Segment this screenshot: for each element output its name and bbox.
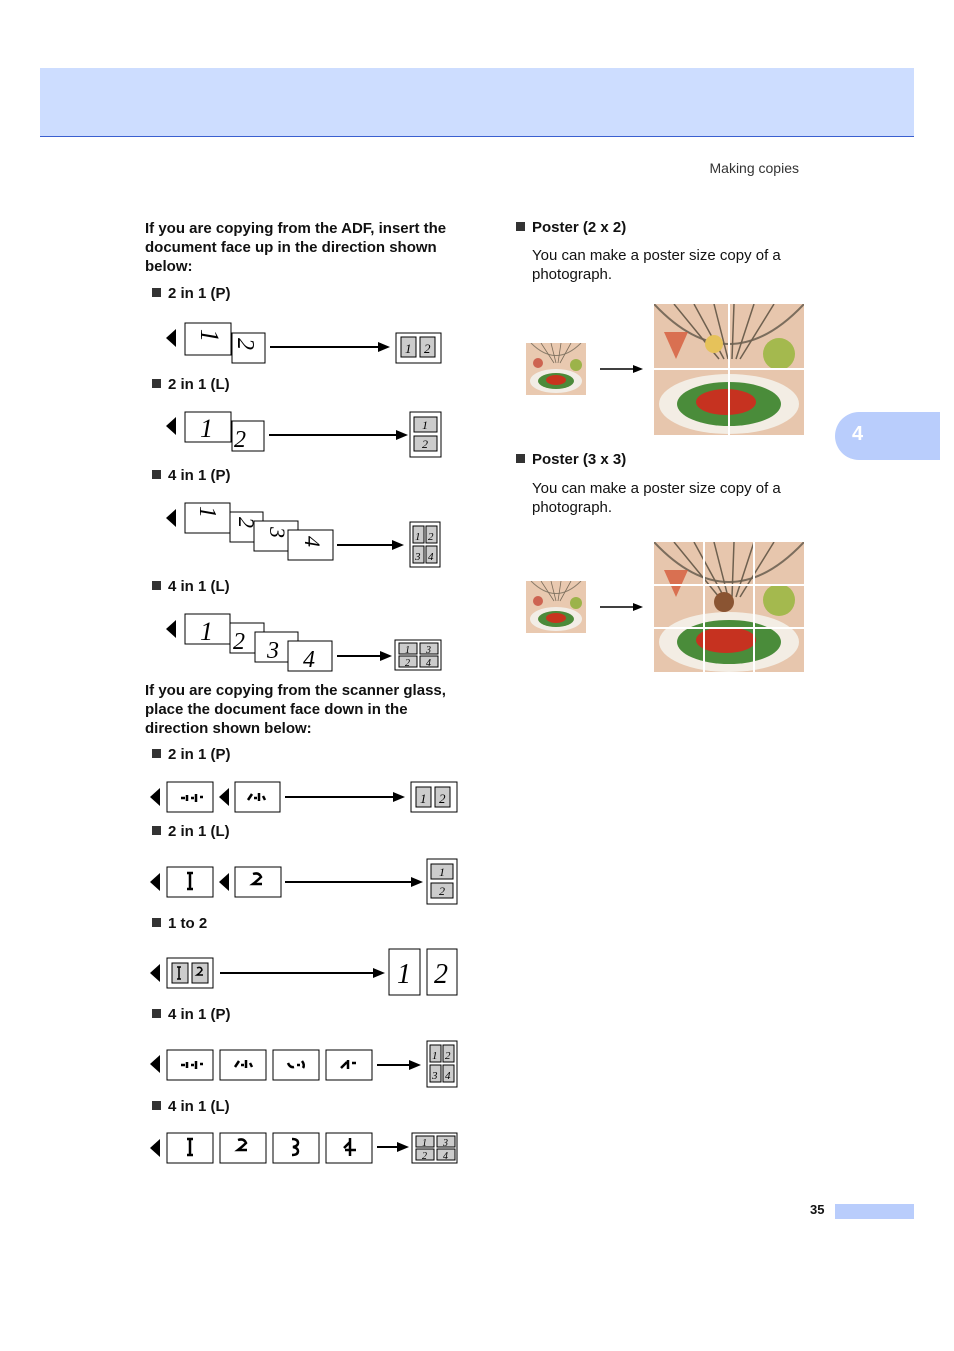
svg-text:2: 2 — [424, 341, 431, 356]
adf-2in1p-figure — [160, 318, 450, 368]
adf-item-2in1l: 2 in 1 (L) — [152, 376, 230, 393]
page-number-bar — [835, 1204, 914, 1219]
header-band — [40, 68, 914, 137]
glass-1to2-figure — [145, 946, 465, 1000]
svg-text:3: 3 — [432, 1070, 438, 1082]
page-number: 35 — [810, 1202, 825, 1217]
adf-item-2in1p: 2 in 1 (P) — [152, 285, 231, 302]
svg-text:2: 2 — [445, 1050, 451, 1062]
svg-text:2: 2 — [405, 658, 410, 669]
adf-item-4in1p: 4 in 1 (P) — [152, 467, 231, 484]
svg-text:4: 4 — [428, 551, 434, 563]
svg-text:2: 2 — [233, 629, 245, 655]
svg-text:4: 4 — [443, 1151, 448, 1162]
svg-text:3: 3 — [426, 645, 431, 656]
svg-text:2: 2 — [234, 517, 259, 528]
svg-text:1: 1 — [432, 1050, 438, 1062]
chapter-tab[interactable] — [835, 412, 940, 460]
glass-item-1to2: 1 to 2 — [152, 915, 207, 932]
adf-item-4in1l: 4 in 1 (L) — [152, 578, 230, 595]
svg-text:3: 3 — [267, 638, 279, 664]
svg-text:1: 1 — [397, 959, 411, 990]
poster3-text: You can make a poster size copy of a photograph. — [532, 480, 781, 516]
svg-text:1: 1 — [405, 341, 412, 356]
svg-text:1: 1 — [200, 414, 213, 443]
poster2-grid — [654, 304, 804, 435]
svg-text:4: 4 — [426, 658, 431, 669]
svg-text:1: 1 — [194, 506, 220, 518]
glass-4in1l-figure — [145, 1130, 465, 1170]
glass-item-2in1l: 2 in 1 (L) — [152, 823, 230, 840]
poster3-source-photo — [526, 581, 586, 633]
glass-4in1p-figure — [145, 1038, 465, 1090]
svg-text:3: 3 — [415, 551, 421, 563]
poster2-label: Poster (2 x 2) — [516, 219, 626, 236]
svg-text:2: 2 — [422, 437, 428, 451]
svg-text:2: 2 — [439, 791, 446, 806]
poster3-arrow — [598, 601, 646, 613]
svg-text:1: 1 — [422, 1138, 427, 1149]
glass-item-4in1p: 4 in 1 (P) — [152, 1006, 231, 1023]
glyph-2: 2 — [232, 338, 258, 350]
glass-item-2in1p: 2 in 1 (P) — [152, 746, 231, 763]
glyph-1: 1 — [195, 329, 224, 342]
svg-text:2: 2 — [428, 531, 434, 543]
svg-text:4: 4 — [300, 536, 325, 547]
poster3-grid — [654, 542, 804, 672]
svg-text:4: 4 — [303, 647, 315, 673]
adf-4in1p-figure — [160, 500, 450, 570]
chapter-number: 4 — [852, 423, 864, 445]
poster2-arrow — [598, 363, 646, 375]
glass-item-4in1l: 4 in 1 (L) — [152, 1098, 230, 1115]
svg-text:2: 2 — [234, 427, 246, 453]
running-head: Making copies — [709, 160, 799, 176]
svg-text:2: 2 — [439, 884, 445, 898]
svg-text:1: 1 — [422, 418, 428, 432]
poster2-text: You can make a poster size copy of a photograph. — [532, 247, 781, 283]
glass-2in1l-figure — [145, 857, 465, 909]
glass-2in1p-figure — [145, 778, 465, 818]
svg-text:1: 1 — [405, 645, 410, 656]
svg-text:3: 3 — [443, 1138, 448, 1149]
svg-text:3: 3 — [265, 527, 290, 538]
svg-text:2: 2 — [434, 959, 448, 990]
svg-text:1: 1 — [200, 617, 213, 646]
svg-text:2: 2 — [422, 1151, 427, 1162]
adf-4in1l-figure — [160, 610, 450, 675]
svg-text:4: 4 — [445, 1070, 451, 1082]
svg-text:1: 1 — [420, 791, 427, 806]
svg-text:1: 1 — [415, 531, 421, 543]
adf-intro: If you are copying from the ADF, insert the document face up in the direction shown below: — [145, 220, 447, 275]
poster2-source-photo — [526, 343, 586, 395]
svg-text:1: 1 — [439, 865, 445, 879]
poster3-label: Poster (3 x 3) — [516, 451, 626, 468]
glass-intro: If you are copying from the scanner glass, place the document face down in the direction shown below: — [145, 682, 446, 737]
adf-2in1l-figure — [160, 408, 450, 463]
